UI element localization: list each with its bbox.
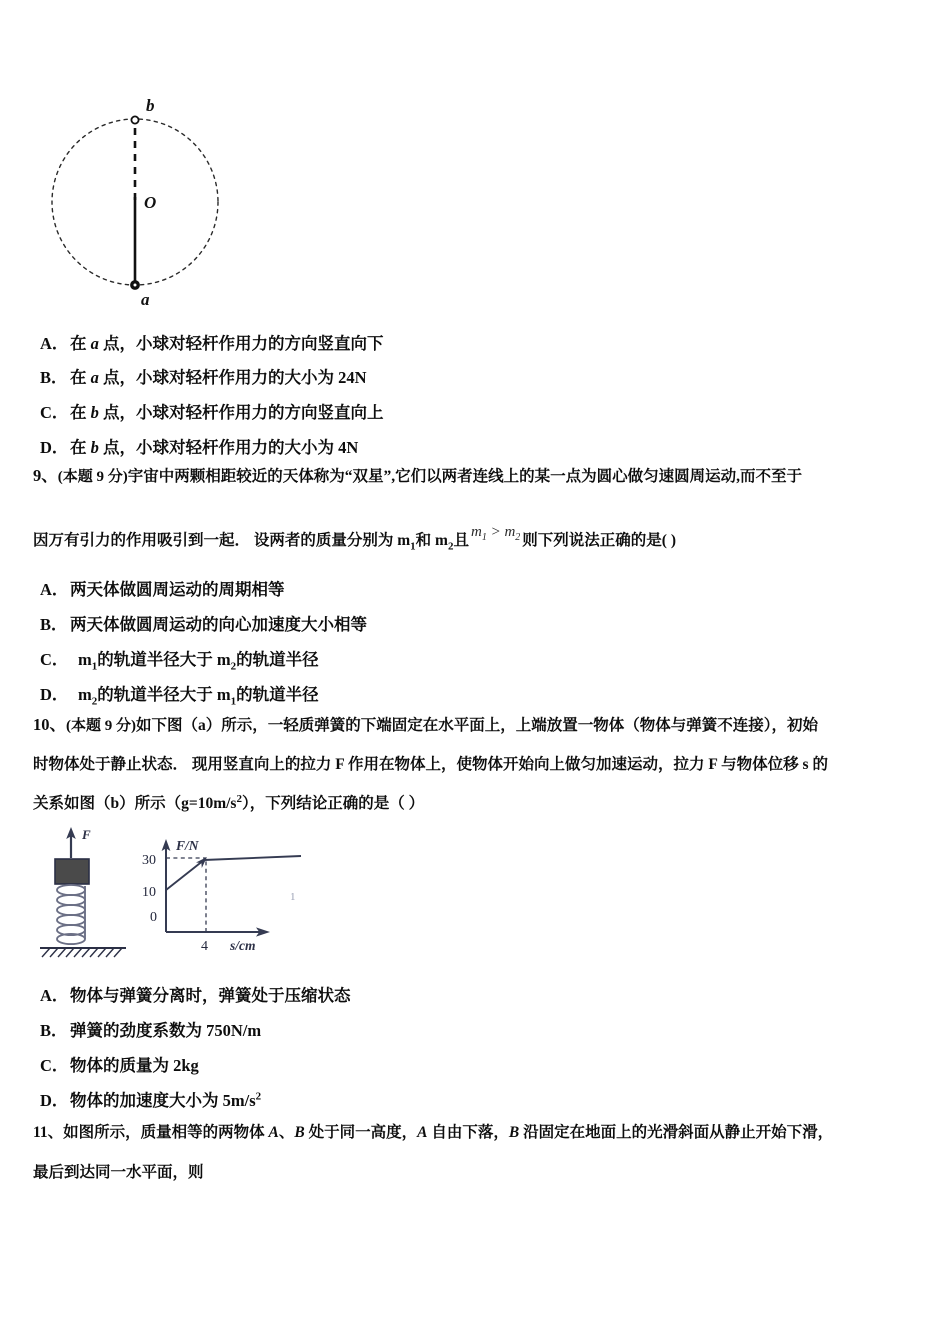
q9-option-d-label: D． bbox=[40, 685, 69, 704]
q9-option-b-label: B． bbox=[40, 615, 68, 634]
chart-ylabel: F/N bbox=[176, 838, 199, 853]
q10-option-c bbox=[40, 1056, 199, 1076]
math-gt: > bbox=[486, 524, 505, 540]
q10-stem-text3b: ），下列结论正确的是（ ） bbox=[241, 795, 425, 812]
q9-option-c-mid: 的轨道半径大于 m bbox=[97, 650, 231, 669]
q8-option-a-pre: 在 bbox=[70, 334, 91, 353]
q9-option-c-post: 的轨道半径 bbox=[236, 650, 319, 669]
q9-option-d-sub2: 1 bbox=[230, 695, 237, 708]
q8-option-a-label: A． bbox=[40, 334, 69, 353]
q11-text-c: 处于同一高度， bbox=[304, 1124, 418, 1141]
q8-option-d-italic: b bbox=[90, 438, 99, 457]
q9-stem-text2d: 则下列说法正确的是( ) bbox=[522, 532, 676, 549]
spring-graph-svg bbox=[38, 826, 358, 964]
math-m2: m bbox=[504, 524, 516, 540]
q9-number: 9、 bbox=[33, 466, 58, 485]
spring-apparatus bbox=[40, 827, 126, 957]
q11-text-line2: 最后到达同一水平面，则 bbox=[33, 1164, 204, 1181]
figure-spring-and-graph bbox=[38, 826, 358, 964]
q10-option-a-text: 物体与弹簧分离时，弹簧处于压缩状态 bbox=[70, 986, 351, 1005]
q9-points: (本题 9 分) bbox=[57, 469, 128, 485]
stray-scan-mark: 1 bbox=[290, 891, 296, 903]
q10-stem-line2 bbox=[33, 755, 917, 774]
chart-ytick-10: 10 bbox=[142, 885, 156, 900]
q11-italic-A2: A bbox=[417, 1124, 428, 1141]
q10-option-c-text: 物体的质量为 2kg bbox=[70, 1056, 199, 1075]
point-a-inner bbox=[134, 284, 137, 287]
chart-ytick-30: 30 bbox=[142, 853, 156, 868]
q9-option-c-label: C． bbox=[40, 650, 69, 669]
q9-option-a-text: 两天体做圆周运动的周期相等 bbox=[70, 580, 285, 599]
q10-stem-text3a: 关系如图（b）所示（g=10m/s bbox=[33, 795, 237, 812]
label-a: a bbox=[141, 290, 150, 308]
q11-stem-line2 bbox=[33, 1163, 917, 1182]
force-label-F: F bbox=[82, 827, 91, 842]
q9-option-d-pre: m bbox=[78, 685, 92, 704]
q9-option-d bbox=[40, 685, 319, 708]
q8-option-c-post: 点，小球对轻杆作用力的方向竖直向上 bbox=[98, 403, 384, 422]
q9-option-b-text: 两天体做圆周运动的向心加速度大小相等 bbox=[70, 615, 367, 634]
label-b: b bbox=[146, 96, 155, 115]
spring-coils bbox=[57, 885, 85, 944]
q9-stem-line1 bbox=[33, 466, 917, 487]
q9-m1-sub: 1 bbox=[410, 540, 416, 553]
q8-option-d-label: D． bbox=[40, 438, 69, 457]
q10-option-b bbox=[40, 1021, 261, 1041]
q9-option-c-sub1: 1 bbox=[91, 660, 98, 673]
q10-number: 10、 bbox=[33, 715, 66, 734]
math-m2-sub: 2 bbox=[515, 532, 521, 543]
q10-option-d bbox=[40, 1091, 261, 1111]
math-m1-sub: 1 bbox=[481, 532, 487, 543]
q11-italic-B: B bbox=[294, 1124, 305, 1141]
q9-option-c-pre: m bbox=[78, 650, 92, 669]
q8-option-d-post: 点，小球对轻杆作用力的大小为 4N bbox=[98, 438, 359, 457]
q9-option-c-sub2: 2 bbox=[230, 660, 237, 673]
q10-points: (本题 9 分) bbox=[66, 718, 136, 734]
q8-option-c bbox=[40, 403, 384, 423]
q8-option-a-post: 点，小球对轻杆作用力的方向竖直向下 bbox=[98, 334, 384, 353]
q8-option-b-pre: 在 bbox=[70, 368, 91, 387]
q11-text-d: 自由下落， bbox=[427, 1124, 509, 1141]
q10-option-c-label: C． bbox=[40, 1056, 69, 1075]
q11-stem-line1 bbox=[33, 1123, 917, 1142]
q10-option-a bbox=[40, 986, 351, 1006]
q9-stem-text2b: 和 m bbox=[415, 532, 448, 549]
q10-stem-line1 bbox=[33, 715, 917, 736]
q8-option-d bbox=[40, 438, 358, 458]
q11-text-a: 如图所示，质量相等的两物体 bbox=[63, 1124, 269, 1141]
q10-g-exponent: 2 bbox=[236, 792, 242, 805]
point-b-marker bbox=[131, 116, 138, 123]
q10-stem-line3 bbox=[33, 794, 917, 813]
q10-stem-text1: 如下图（a）所示，一轻质弹簧的下端固定在水平面上，上端放置一物体（物体与弹簧不连接），初始 bbox=[136, 717, 819, 734]
q9-option-d-sub1: 2 bbox=[91, 695, 98, 708]
block-rect bbox=[55, 859, 89, 884]
q9-m2-sub: 2 bbox=[447, 540, 454, 553]
chart-xlabel: s/cm bbox=[230, 938, 256, 953]
q11-number: 11、 bbox=[33, 1124, 64, 1141]
chart-series-line bbox=[166, 856, 301, 890]
q9-option-d-post: 的轨道半径 bbox=[236, 685, 319, 704]
q10-option-d-pre: 物体的加速度大小为 5m/s bbox=[70, 1091, 256, 1110]
q9-stem-line2 bbox=[33, 524, 917, 553]
chart-xtick-4: 4 bbox=[201, 939, 208, 954]
q9-stem-text1: 宇宙中两颗相距较近的天体称为“双星”,它们以两者连线上的某一点为圆心做匀速圆周运动,而不至于 bbox=[127, 468, 803, 485]
q11-text-e: 沿固定在地面上的光滑斜面从静止开始下滑， bbox=[519, 1124, 834, 1141]
q8-option-b bbox=[40, 368, 367, 388]
q8-option-d-pre: 在 bbox=[70, 438, 91, 457]
q10-option-d-label: D． bbox=[40, 1091, 69, 1110]
q11-italic-A: A bbox=[268, 1124, 279, 1141]
circle-rod-svg bbox=[36, 96, 246, 308]
chart-ytick-0: 0 bbox=[150, 910, 157, 925]
q8-option-a-italic: a bbox=[90, 334, 99, 353]
q10-option-b-text: 弹簧的劲度系数为 750N/m bbox=[70, 1021, 262, 1040]
q8-option-a bbox=[40, 334, 384, 354]
math-m1: m bbox=[470, 524, 482, 540]
q8-option-b-label: B． bbox=[40, 368, 68, 387]
q8-option-c-pre: 在 bbox=[70, 403, 91, 422]
q11-text-b: 、 bbox=[278, 1124, 295, 1141]
q8-option-b-italic: a bbox=[90, 368, 99, 387]
label-O: O bbox=[144, 193, 157, 212]
q11-italic-B2: B bbox=[508, 1124, 520, 1141]
q8-option-b-post: 点，小球对轻杆作用力的大小为 24N bbox=[98, 368, 367, 387]
q9-option-c bbox=[40, 650, 319, 673]
figure-circle-rod bbox=[36, 96, 246, 308]
q9-stem-text2a: 因万有引力的作用吸引到一起． 设两者的质量分别为 m bbox=[33, 532, 411, 549]
q10-option-d-sup: 2 bbox=[255, 1090, 262, 1103]
q8-option-c-italic: b bbox=[90, 403, 99, 422]
q9-option-a bbox=[40, 580, 285, 600]
q8-option-c-label: C． bbox=[40, 403, 69, 422]
fs-chart bbox=[142, 838, 301, 954]
q9-option-d-mid: 的轨道半径大于 m bbox=[97, 685, 231, 704]
q9-option-b bbox=[40, 615, 367, 635]
q9-stem-text2c: 且 bbox=[453, 532, 469, 549]
q9-inline-math bbox=[469, 523, 522, 542]
q9-option-a-label: A． bbox=[40, 580, 69, 599]
ground-hatching bbox=[42, 948, 122, 957]
q10-stem-text2: 时物体处于静止状态． 现用竖直向上的拉力 F 作用在物体上，使物体开始向上做匀加速运动，拉力 F 与物体位移 s 的 bbox=[33, 756, 828, 773]
q10-option-a-label: A． bbox=[40, 986, 69, 1005]
q10-option-b-label: B． bbox=[40, 1021, 68, 1040]
